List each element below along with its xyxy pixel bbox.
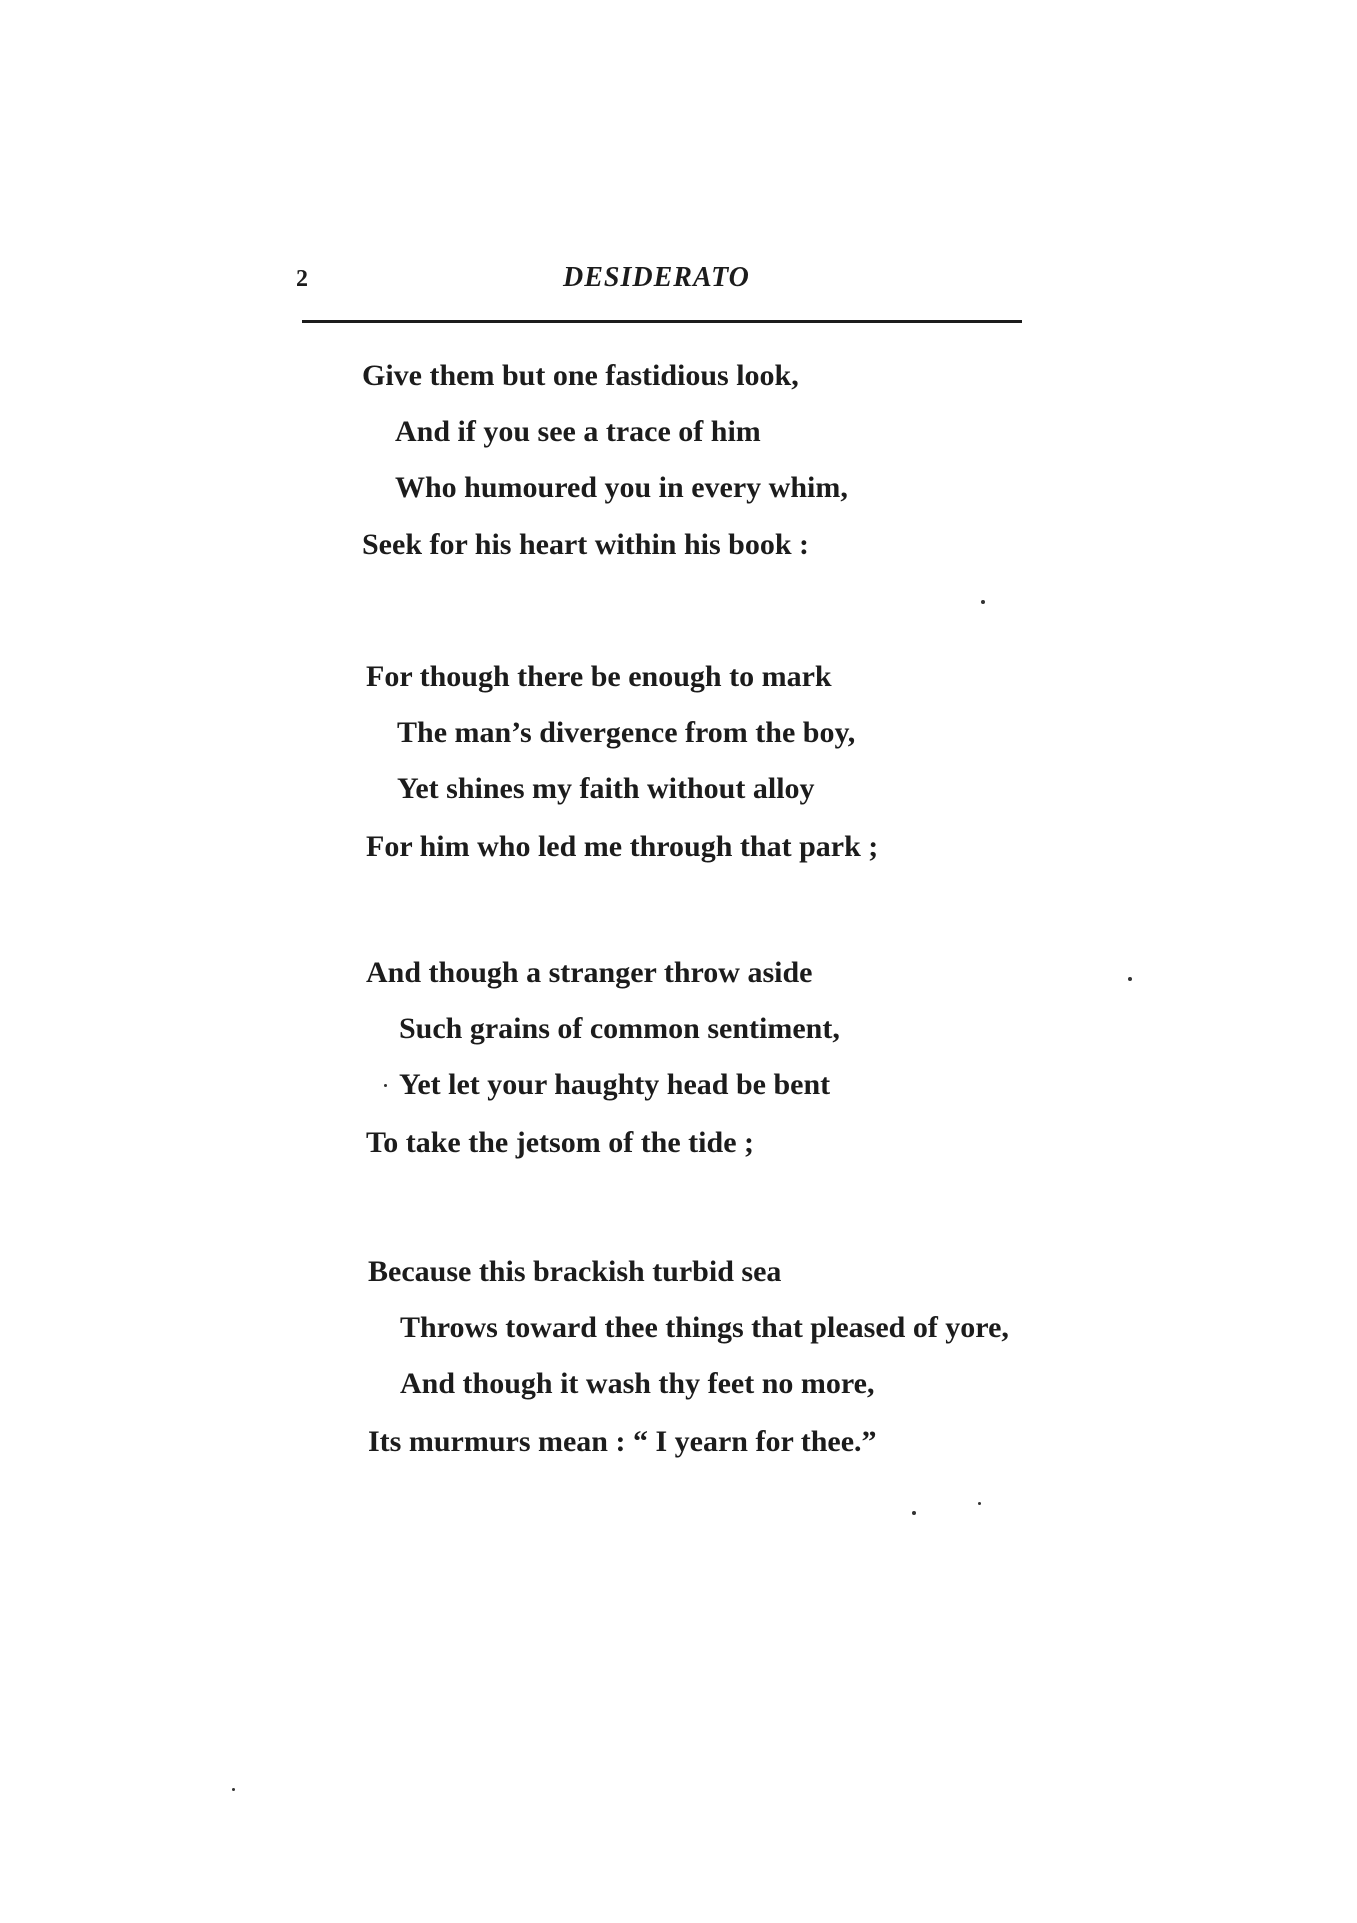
scan-speck (978, 1502, 981, 1505)
poem-line: And though it wash thy feet no more, (400, 1367, 875, 1400)
scan-speck (384, 1084, 387, 1087)
scan-speck (1128, 977, 1132, 981)
poem-line: Such grains of common sentiment, (399, 1012, 840, 1045)
poem-line: Seek for his heart within his book : (362, 528, 810, 561)
poem-line: Yet let your haughty head be bent (399, 1068, 831, 1101)
poem-line: The man’s divergence from the boy, (397, 716, 856, 749)
poem-line: For though there be enough to mark (366, 660, 832, 693)
poem-line: For him who led me through that park ; (366, 830, 879, 863)
header-title: DESIDERATO (563, 262, 750, 293)
poem-line: Give them but one fastidious look, (362, 359, 799, 392)
scan-speck (981, 600, 985, 604)
poem-line: And if you see a trace of him (395, 415, 761, 448)
poem-line: Who humoured you in every whim, (395, 471, 848, 504)
scan-speck (912, 1511, 916, 1515)
poem-line: And though a stranger throw aside (366, 956, 813, 989)
page-number: 2 (296, 266, 308, 292)
poem-line: Its murmurs mean : “ I yearn for thee.” (368, 1425, 877, 1458)
poem-line: To take the jetsom of the tide ; (366, 1126, 754, 1159)
scan-speck (232, 1788, 235, 1791)
poem-line: Because this brackish turbid sea (368, 1255, 782, 1288)
poem-line: Throws toward thee things that pleased of yore, (400, 1311, 1009, 1344)
poem-line: Yet shines my faith without alloy (397, 772, 815, 805)
